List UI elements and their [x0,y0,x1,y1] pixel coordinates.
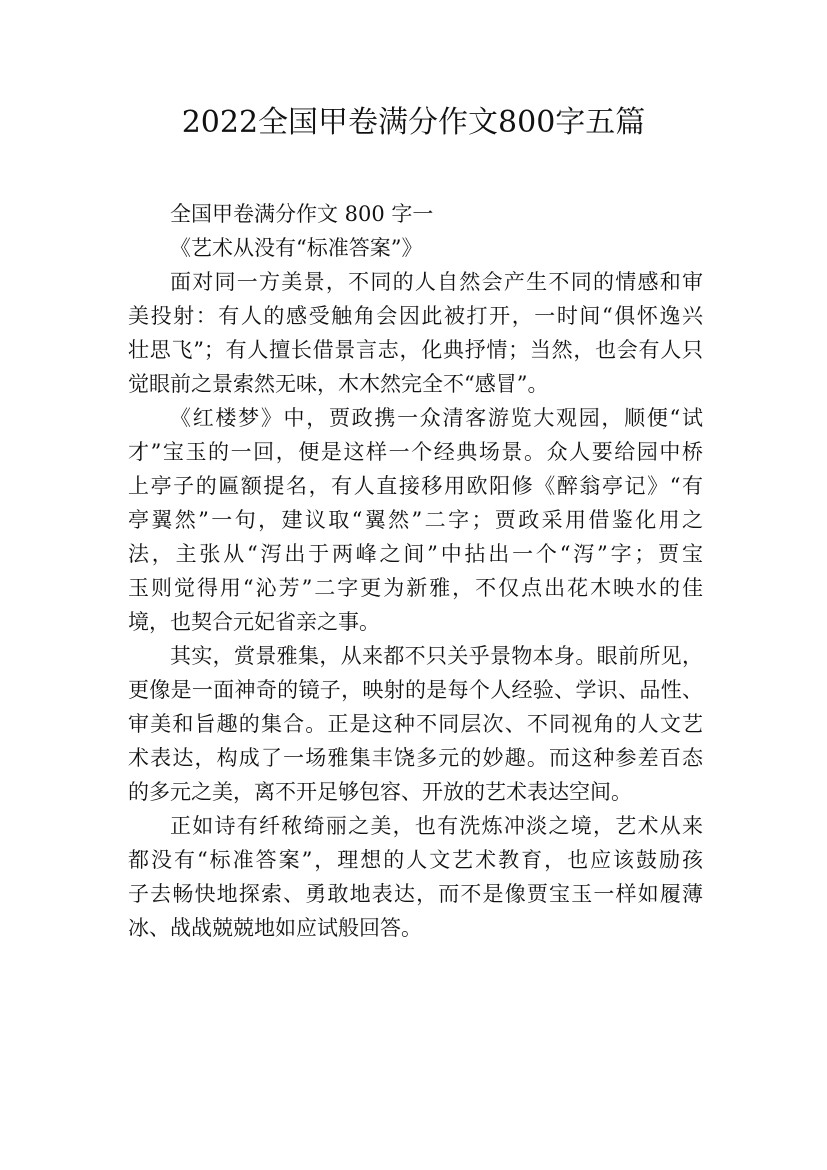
text-line: 都没有“标准答案”，理想的人文艺术教育，也应该鼓励孩 [128,848,703,872]
text-line: 玉则觉得用“沁芳”二字更为新雅，不仅点出花木映水的佳 [128,576,703,600]
document-title: 2022全国甲卷满分作文800字五篇 [181,105,646,140]
text-line: 子去畅快地探索、勇敢地表达，而不是像贾宝玉一样如履薄 [128,882,703,906]
text-line: 境，也契合元妃省亲之事。 [128,610,380,634]
text-line: 《艺术从没有“标准答案”》 [170,236,423,260]
text-line: 术表达，构成了一场雅集丰饶多元的妙趣。而这种参差百态 [128,746,703,770]
text-line: 正如诗有纤秾绮丽之美，也有洗炼冲淡之境，艺术从来 [170,814,703,838]
document-body [128,197,703,945]
text-line: 其实，赏景雅集，从来都不只关乎景物本身。眼前所见， [170,644,703,668]
text-line: 面对同一方美景，不同的人自然会产生不同的情感和审 [170,270,703,294]
text-line: 才”宝玉的一回，便是这样一个经典场景。众人要给园中桥 [128,440,703,464]
text-line: 法，主张从“泻出于两峰之间”中拈出一个“泻”字；贾宝 [128,542,703,566]
text-line: 更像是一面神奇的镜子，映射的是每个人经验、学识、品性、 [128,678,703,702]
text-line: 壮思飞”；有人擅长借景言志，化典抒情；当然，也会有人只 [128,338,703,362]
text-line: 的多元之美，离不开足够包容、开放的艺术表达空间。 [128,780,632,804]
text-line: 美投射：有人的感受触角会因此被打开，一时间“俱怀逸兴 [128,304,703,328]
text-line: 上亭子的匾额提名，有人直接移用欧阳修《醉翁亭记》“有 [128,474,703,498]
text-line: 审美和旨趣的集合。正是这种不同层次、不同视角的人文艺 [128,712,703,736]
text-line: 觉眼前之景索然无味，木木然完全不“感冒”。 [128,372,549,396]
text-line: 冰、战战兢兢地如应试般回答。 [128,916,422,940]
text-line: 亭翼然”一句，建议取“翼然”二字；贾政采用借鉴化用之 [128,508,703,532]
text-line: 全国甲卷满分作文 800 字一 [170,202,434,226]
text-line: 《红楼梦》中，贾政携一众清客游览大观园，顺便“试 [170,406,703,430]
